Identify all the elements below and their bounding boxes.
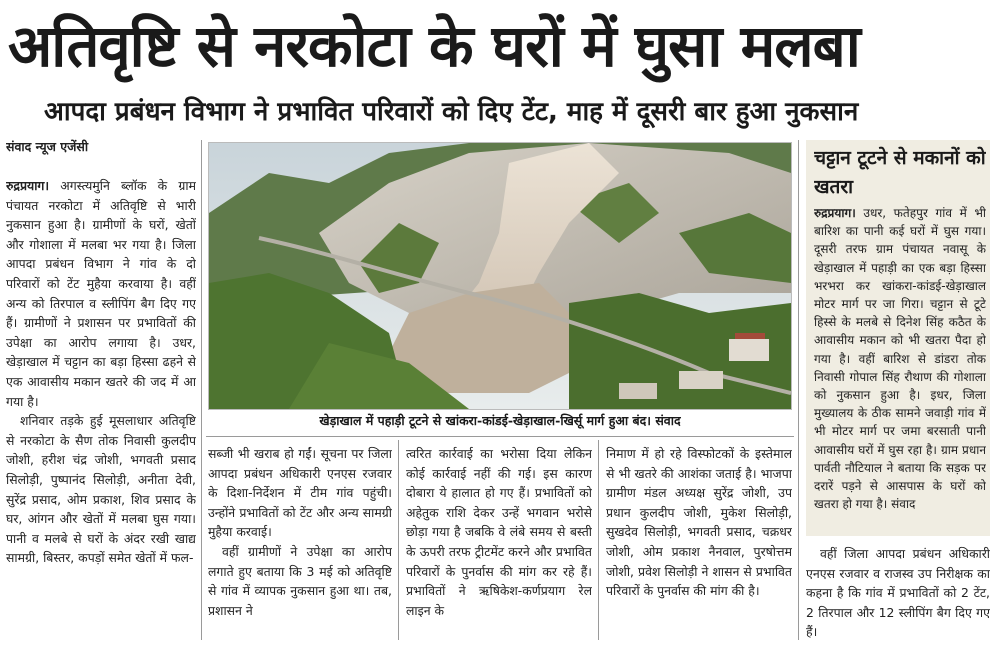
landslide-photo [208, 142, 792, 410]
sidebar-box [806, 140, 990, 536]
landslide-photo-image [209, 143, 791, 409]
caption-divider [206, 436, 794, 437]
article-paragraph-7: वहीं जिला आपदा प्रबंधन अधिकारी एनएस रजवार व राजस्व उप निरीक्षक का कहना है कि गांव में प्रभावितों को 2 टेंट, 2 तिरपाल और 12 स्लीपिंग बैग दिए गए हैं। [806, 546, 990, 640]
article-paragraph-5: त्वरित कार्रवाई का भरोसा दिया लेकिन कोई कार्रवाई नहीं की गई। इस कारण दोबारा ये हालात हो गए हैं। प्रभावितों को अहेतुक राशि देकर उन्हें भगवान भरोसे छोड़ा गया है जबकि वे लंबे समय से बस्ती के ऊपरी तरफ ट्रीटमेंट करने और प्रभावित परिवारों के पुनर्वास की मांग कर रहे हैं। प्रभावितों ने ऋषिकेश-कर्णप्रयाग रेल लाइन के [406, 446, 592, 618]
article-column-1 [6, 176, 196, 644]
column-divider [598, 440, 599, 640]
sidebar-body [814, 204, 986, 530]
article-text: अगस्त्यमुनि ब्लॉक के ग्राम पंचायत नरकोटा में अतिवृष्टि से भारी नुकसान हुआ है। ग्रामीणों के घरों, खेतों और गोशाला में मलबा भर गया है। जिला आपदा प्रबंधन विभाग ने गांव के दो परिवारों को टेंट मुहैया करवाया है। वहीं अन्य को तिरपाल व स्लीपिंग बैग दिए गए हैं। ग्रामीणों ने प्रशासन पर प्रभावितों की उपेक्षा का आरोप लगाया है। उधर, खेड़ाखाल में चट्टान का बड़ा हिस्सा ढहने से एक आवासीय मकान खतरे की जद में आ गया है। [6, 178, 196, 409]
sidebar-text: उधर, फतेहपुर गांव में भी बारिश का पानी कई घरों में घुस गया। दूसरी तरफ ग्राम पंचायत नवासू के खेड़ाखाल में पहाड़ी का एक बड़ा हिस्सा भरभरा कर खांकरा-कांडई-खेड़ाखाल मोटर मार्ग पर जा गिरा। चट्टान से टूटे हिस्से के मलबे से दिनेश सिंह कठैत के आवासीय मकान को भी खतरा पैदा हो गया है। वहीं बारिश से डांडरा तोक निवासी गोपाल सिंह रौथाण की गोशाला को नुकसान हुआ है। इधर, जिला मुख्यालय के ठीक सामने जवाड़ी गांव में भी मोटर मार्ग पर जमा बरसाती पानी आवासीय घरों में घुस रहा है। ग्राम प्रधान पार्वती नौटियाल ने बताया कि सड़क पर दरारें पड़ने से आसपास के घरों को खतरा हो गया है। संवाद [814, 206, 986, 512]
article-paragraph-4: वहीं ग्रामीणों ने उपेक्षा का आरोप लगाते हुए बताया कि 3 मई को अतिवृष्टि से गांव में व्यापक नुकसान हुआ था। तब, प्रशासन ने [208, 543, 392, 618]
article-column-5 [806, 544, 990, 644]
column-divider [201, 140, 202, 640]
article-column-4 [606, 444, 792, 644]
sidebar-title: चट्टान टूटने से मकानों को खतरा [814, 147, 986, 198]
article-paragraph-3: सब्जी भी खराब हो गईं। सूचना पर जिला आपदा प्रबंधन अधिकारी एनएस रजवार के दिशा-निर्देशन में टीम गांव पहुंची। उन्होंने प्रभावितों को टेंट और अन्य सामग्री मुहैया करवाई। [208, 446, 392, 540]
article-column-3 [406, 444, 592, 644]
byline: संवाद न्यूज एजेंसी [6, 139, 89, 154]
article-paragraph-2: शनिवार तड़के हुई मूसलाधार अतिवृष्टि से नरकोटा के सैण तोक निवासी कुलदीप जोशी, हरीश चंद्र जोशी, भगवती प्रसाद सिलोड़ी, पुष्पानंद सिलोड़ी, अनीता देवी, सुरेंद्र प्रसाद, ओम प्रकाश, शिव प्रसाद के घर, आंगन और खेतों में मलबा घुस गया। पानी व मलबे से घरों के अंदर रखी खाद्य सामग्री, बिस्तर, कपड़ों समेत खेतों में फल- [6, 413, 196, 566]
photo-caption: खेड़ाखाल में पहाड़ी टूटने से खांकरा-कांडई-खेड़ाखाल-खिर्सू मार्ग हुआ बंद। संवाद [319, 413, 681, 428]
subheadline: आपदा प्रबंधन विभाग ने प्रभावित परिवारों को दिए टेंट, माह में दूसरी बार हुआ नुकसान [44, 97, 859, 127]
dateline: रुद्रप्रयाग। [6, 178, 50, 193]
article-paragraph-6: निमाण में हो रहे विस्फोटकों के इस्तेमाल से भी खतरे की आशंका जताई है। भाजपा ग्रामीण मंडल अध्यक्ष सुरेंद्र जोशी, उप प्रधान कुलदीप जोशी, मुकेश सिलोड़ी, सुखदेव सिलोड़ी, भगवती प्रसाद, चक्रधर जोशी, ओम प्रकाश नैनवाल, पुरषोत्तम जोशी, प्रवेश सिलोड़ी ने शासन से प्रभावित परिवारों के पुनर्वास की मांग की है। [606, 446, 792, 599]
headline: अतिवृष्टि से नरकोटा के घरों में घुसा मलबा [8, 12, 860, 80]
article-column-2 [208, 444, 392, 644]
sidebar-dateline: रुद्रप्रयाग। [814, 206, 856, 220]
article-paragraph-1 [6, 176, 196, 411]
column-divider [398, 440, 399, 640]
column-divider [798, 140, 799, 640]
